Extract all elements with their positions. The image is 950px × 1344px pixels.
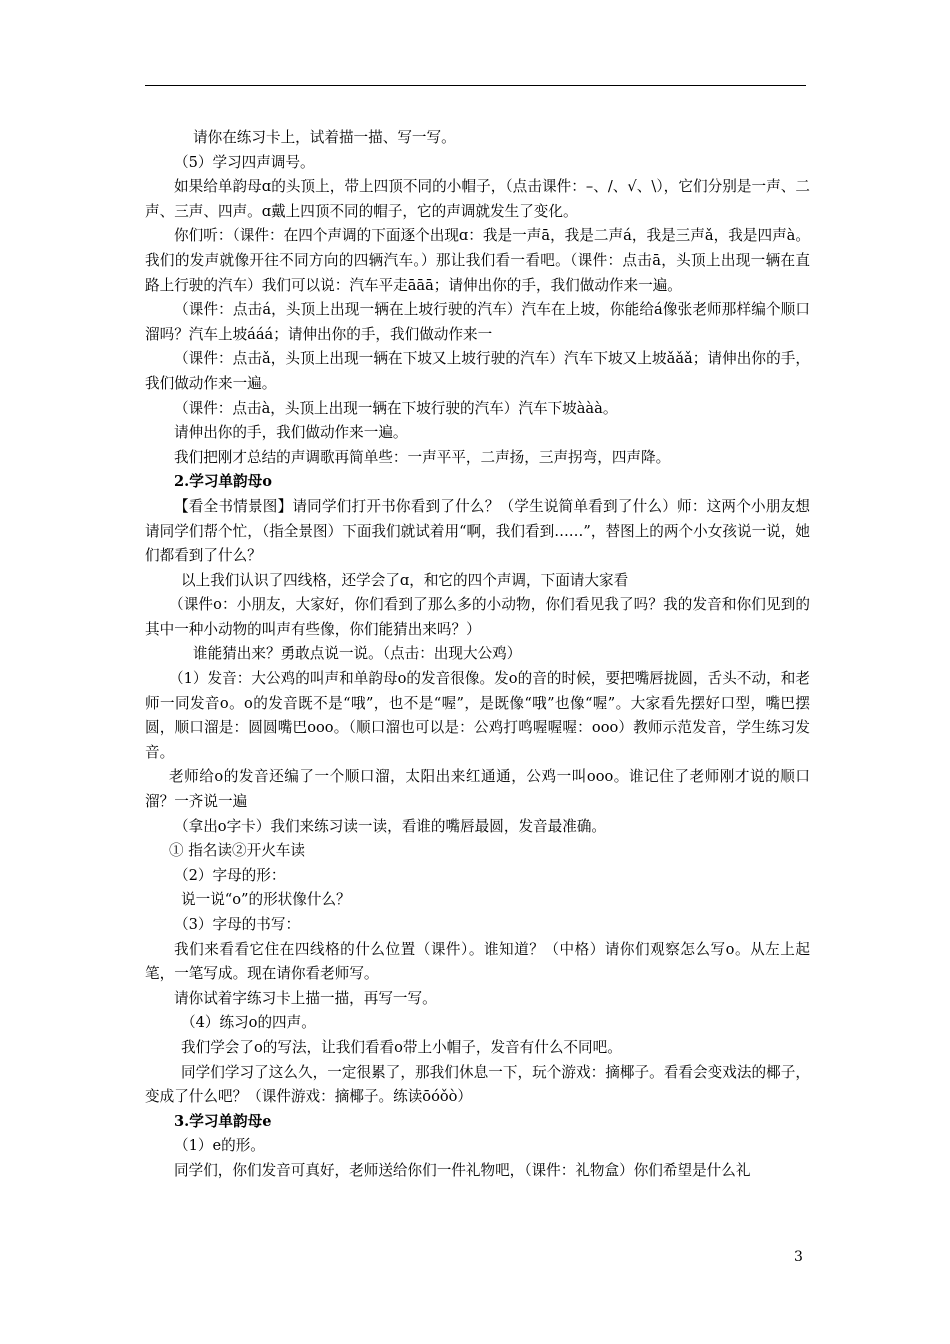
paragraph: 我们把刚才总结的声调歌再简单些：一声平平，二声扬，三声拐弯，四声降。 (174, 448, 671, 466)
page-number: 3 (794, 1249, 803, 1265)
paragraph: （5）学习四声调号。 (174, 153, 315, 171)
paragraph: （1）e的形。 (174, 1137, 265, 1155)
paragraph: 谁能猜出来？勇敢点说一说。（点击：出现大公鸡） (193, 645, 522, 663)
section-heading-o: 2.学习单韵母o (174, 473, 272, 491)
paragraph: 以上我们认识了四线格，还学会了ɑ，和它的四个声调，下面请大家看 (181, 571, 629, 589)
paragraph: （2）字母的形： (174, 866, 286, 884)
paragraph: （3）字母的书写： (174, 916, 301, 933)
paragraph: 请伸出你的手，我们做动作来一遍。 (174, 424, 408, 442)
paragraph: ① 指名读②开火车读 (169, 842, 305, 860)
paragraph: （1）发音：大公鸡的叫声和单韵母o的发音很像。发o的音的时候，要把嘴唇拢圆，舌头不动，和老师一同发音o。o的发音既不是“哦”，也不是“喔”，是既像“哦”也像“喔”。大家看先摆好口型，嘴巴摆圆，顺口溜是：圆圆嘴巴ooo。（顺口溜也可以是：公鸡打鸣喔喔喔：ooo）教师示范发音，学生练习发音。 (145, 670, 810, 761)
paragraph: （4）练习o的四声。 (181, 1014, 316, 1032)
document-body (145, 126, 810, 1184)
paragraph: 同学们，你们发音可真好，老师送给你们一件礼物吧，（课件：礼物盒）你们希望是什么礼 (174, 1161, 751, 1179)
paragraph: 同学们学习了这么久，一定很累了，那我们休息一下，玩个游戏：摘椰子。看看会变戏法的椰子，变成了什么吧？（课件游戏：摘椰子。练读ōóǒò） (145, 1063, 810, 1106)
paragraph: 【看全书情景图】请同学们打开书你看到了什么？（学生说简单看到了什么）师：这两个小朋友想请同学们帮个忙，（指全景图）下面我们就试着用“啊，我们看到……”，替图上的两个小女孩说一说，她们都看到了什么？ (145, 497, 810, 565)
paragraph: （课件o：小朋友，大家好，你们看到了那么多的小动物，你们看见我了吗？我的发音和你们见到的其中一种小动物的叫声有些像，你们能猜出来吗？） (145, 596, 810, 638)
paragraph: 请你试着字练习卡上描一描，再写一写。 (174, 989, 437, 1007)
paragraph: （课件：点击ǎ，头顶上出现一辆在下坡又上坡行驶的汽车）汽车下坡又上坡ǎǎǎ；请伸出你的手，我们做动作来一遍。 (145, 350, 810, 392)
paragraph: （拿出o字卡）我们来练习读一读，看谁的嘴唇最圆，发音最准确。 (174, 817, 607, 835)
paragraph: 你们听：（课件：在四个声调的下面逐个出现ɑ：我是一声ā，我是二声á，我是三声ǎ，我是四声à。我们的发声就像开往不同方向的四辆汽车。）那让我们看一看吧。（课件：点击ā，头顶上出现一辆在直路上行驶的汽车）我们可以说：汽车平走āāā；请伸出你的手，我们做动作来一遍。 (145, 227, 810, 294)
paragraph: 请你在练习卡上，试着描一描、写一写。 (193, 129, 456, 146)
paragraph: （课件：点击à，头顶上出现一辆在下坡行驶的汽车）汽车下坡ààà。 (174, 399, 618, 417)
paragraph: 说一说“o”的形状像什么？ (181, 891, 351, 909)
paragraph: 如果给单韵母ɑ的头顶上，带上四顶不同的小帽子，（点击课件：–、/、√、\），它们分别是一声、二声、三声、四声。ɑ戴上四顶不同的帽子，它的声调就发生了变化。 (145, 178, 810, 220)
paragraph: 我们来看看它住在四线格的什么位置（课件）。谁知道？（中格）请你们观察怎么写o。从左上起笔，一笔写成。现在请你看老师写。 (145, 940, 810, 983)
header-rule (145, 85, 806, 86)
paragraph: 老师给o的发音还编了一个顺口溜，太阳出来红通通，公鸡一叫ooo。谁记住了老师刚才说的顺口溜？一齐说一遍 (145, 768, 810, 811)
section-heading-e: 3.学习单韵母e (174, 1112, 272, 1130)
paragraph: （课件：点击á，头顶上出现一辆在上坡行驶的汽车）汽车在上坡，你能给á像张老师那样编个顺口溜吗？汽车上坡ááá；请伸出你的手，我们做动作来一 (145, 301, 810, 343)
paragraph: 我们学会了o的写法，让我们看看o带上小帽子，发音有什么不同吧。 (181, 1038, 622, 1056)
